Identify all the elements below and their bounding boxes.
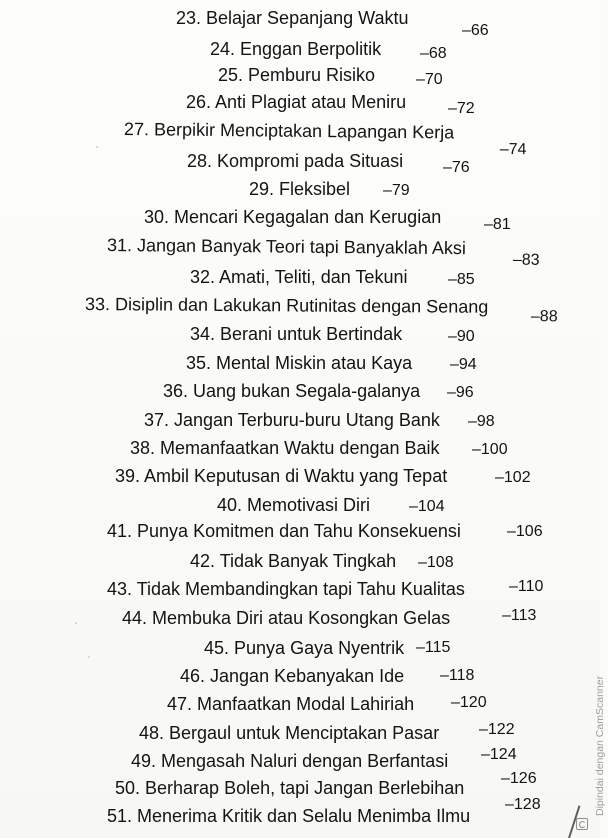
toc-entry-title: 45. Punya Gaya Nyentrik [204, 638, 405, 658]
toc-entry-title: 41. Punya Komitmen dan Tahu Konsekuensi [107, 521, 461, 541]
toc-entry-page: –85 [448, 271, 475, 288]
toc-entry-title: 33. Disiplin dan Lakukan Rutinitas dengan Senang [84, 294, 489, 317]
scan-speck [88, 656, 90, 658]
toc-entry-45 [204, 637, 451, 659]
toc-entry-page: –94 [450, 356, 477, 373]
camscanner-logo-icon [576, 818, 588, 830]
toc-entry-page: –68 [420, 45, 447, 62]
scan-speck [75, 622, 77, 624]
toc-entry-page: –108 [418, 554, 454, 571]
toc-entry-47 [167, 693, 487, 715]
toc-entry-35 [186, 352, 477, 374]
toc-entry-title: 49. Mengasah Naluri dengan Berfantasi [131, 751, 449, 771]
toc-entry-title: 30. Mencari Kegagalan dan Kerugian [144, 207, 442, 227]
toc-entry-page: –74 [499, 140, 527, 159]
toc-entry-43 [107, 578, 544, 600]
toc-entry-42 [190, 550, 454, 572]
toc-entry-31 [106, 234, 540, 269]
toc-entry-page: –100 [472, 441, 508, 458]
toc-entry-34 [190, 323, 475, 345]
toc-entry-page: –83 [512, 251, 540, 269]
toc-entry-title: 34. Berani untuk Bertindak [190, 324, 403, 344]
toc-entry-title: 23. Belajar Sepanjang Waktu [176, 8, 409, 28]
toc-entry-title: 35. Mental Miskin atau Kaya [186, 353, 413, 373]
toc-entry-title: 51. Menerima Kritik dan Selalu Menimba Ilmu [107, 806, 471, 826]
toc-entry-title: 28. Kompromi pada Situasi [187, 151, 404, 171]
toc-entry-title: 40. Memotivasi Diri [217, 495, 371, 515]
toc-entry-24 [210, 38, 447, 62]
toc-entry-41 [107, 520, 543, 542]
toc-entry-page: –128 [505, 796, 541, 813]
toc-entry-title: 42. Tidak Banyak Tingkah [190, 551, 397, 571]
toc-entry-39 [115, 465, 531, 487]
toc-entry-title: 48. Bergaul untuk Menciptakan Pasar [139, 723, 440, 743]
toc-entry-page: –90 [448, 328, 475, 345]
toc-entry-50 [115, 770, 537, 799]
toc-entry-page: –72 [448, 100, 475, 117]
toc-entry-page: –66 [462, 22, 489, 39]
toc-entry-38 [130, 437, 508, 459]
toc-entry-page: –102 [495, 469, 531, 486]
toc-entry-title: 44. Membuka Diri atau Kosongkan Gelas [122, 608, 451, 628]
toc-entry-page: –76 [443, 159, 470, 176]
toc-entry-44 [122, 607, 537, 629]
toc-entry-25 [218, 64, 443, 88]
toc-entry-title: 38. Memanfaatkan Waktu dengan Baik [130, 438, 440, 458]
toc-entry-page: –98 [468, 413, 495, 430]
toc-entry-title: 50. Berharap Boleh, tapi Jangan Berlebihan [115, 778, 465, 798]
toc-entry-page: –106 [507, 523, 543, 540]
toc-entry-48 [139, 721, 515, 744]
toc-entry-title: 39. Ambil Keputusan di Waktu yang Tepat [115, 466, 448, 486]
toc-entry-page: –118 [440, 667, 475, 684]
toc-entry-page: –88 [530, 308, 558, 326]
toc-entry-title: 36. Uang bukan Segala-galanya [163, 381, 421, 401]
toc-entry-51 [107, 796, 541, 827]
toc-entry-page: –122 [479, 721, 515, 738]
toc-entry-page: –96 [447, 384, 474, 401]
toc-entry-page: –110 [509, 578, 544, 595]
toc-entry-23 [176, 7, 489, 39]
toc-entry-27 [123, 118, 527, 159]
toc-entry-page: –104 [409, 498, 445, 515]
toc-entry-page: –115 [416, 639, 451, 656]
toc-entry-title: 25. Pemburu Risiko [218, 65, 376, 85]
toc-entry-33 [84, 293, 558, 326]
toc-entry-page: –70 [416, 71, 443, 88]
toc-entry-29 [249, 178, 410, 200]
toc-entry-28 [187, 150, 470, 176]
toc-entry-37 [144, 409, 495, 431]
toc-entry-26 [186, 91, 475, 117]
toc-entry-title: 24. Enggan Berpolitik [210, 39, 382, 59]
toc-entry-32 [190, 266, 475, 288]
toc-entry-30 [144, 206, 511, 233]
toc-entry-page: –113 [502, 607, 537, 624]
toc-entry-title: 47. Manfaatkan Modal Lahiriah [167, 694, 415, 714]
toc-entry-title: 27. Berpikir Menciptakan Lapangan Kerja [123, 119, 455, 143]
toc-entry-page: –126 [501, 770, 537, 787]
toc-entry-title: 32. Amati, Teliti, dan Tekuni [190, 267, 408, 287]
camscanner-watermark [574, 640, 606, 830]
toc-entry-49 [131, 746, 517, 772]
camscanner-watermark-text: Dipindai dengan CamScanner [594, 675, 606, 816]
toc-entry-page: –120 [451, 694, 487, 711]
toc-entry-title: 37. Jangan Terburu-buru Utang Bank [144, 410, 440, 430]
toc-entry-title: 46. Jangan Kebanyakan Ide [180, 666, 405, 686]
scan-speck [96, 146, 98, 148]
toc-entry-title: 43. Tidak Membandingkan tapi Tahu Kualitas [107, 579, 465, 599]
toc-entry-title: 31. Jangan Banyak Teori tapi Banyaklah Aksi [106, 235, 466, 259]
toc-entry-36 [163, 380, 474, 402]
toc-entry-page: –81 [484, 216, 511, 233]
toc-entry-title: 26. Anti Plagiat atau Meniru [186, 92, 407, 112]
toc-entry-page: –124 [481, 746, 517, 763]
toc-entry-title: 29. Fleksibel [249, 179, 351, 199]
toc-entry-46 [180, 665, 475, 687]
toc-entry-40 [217, 494, 445, 516]
toc-entry-page: –79 [383, 182, 410, 199]
